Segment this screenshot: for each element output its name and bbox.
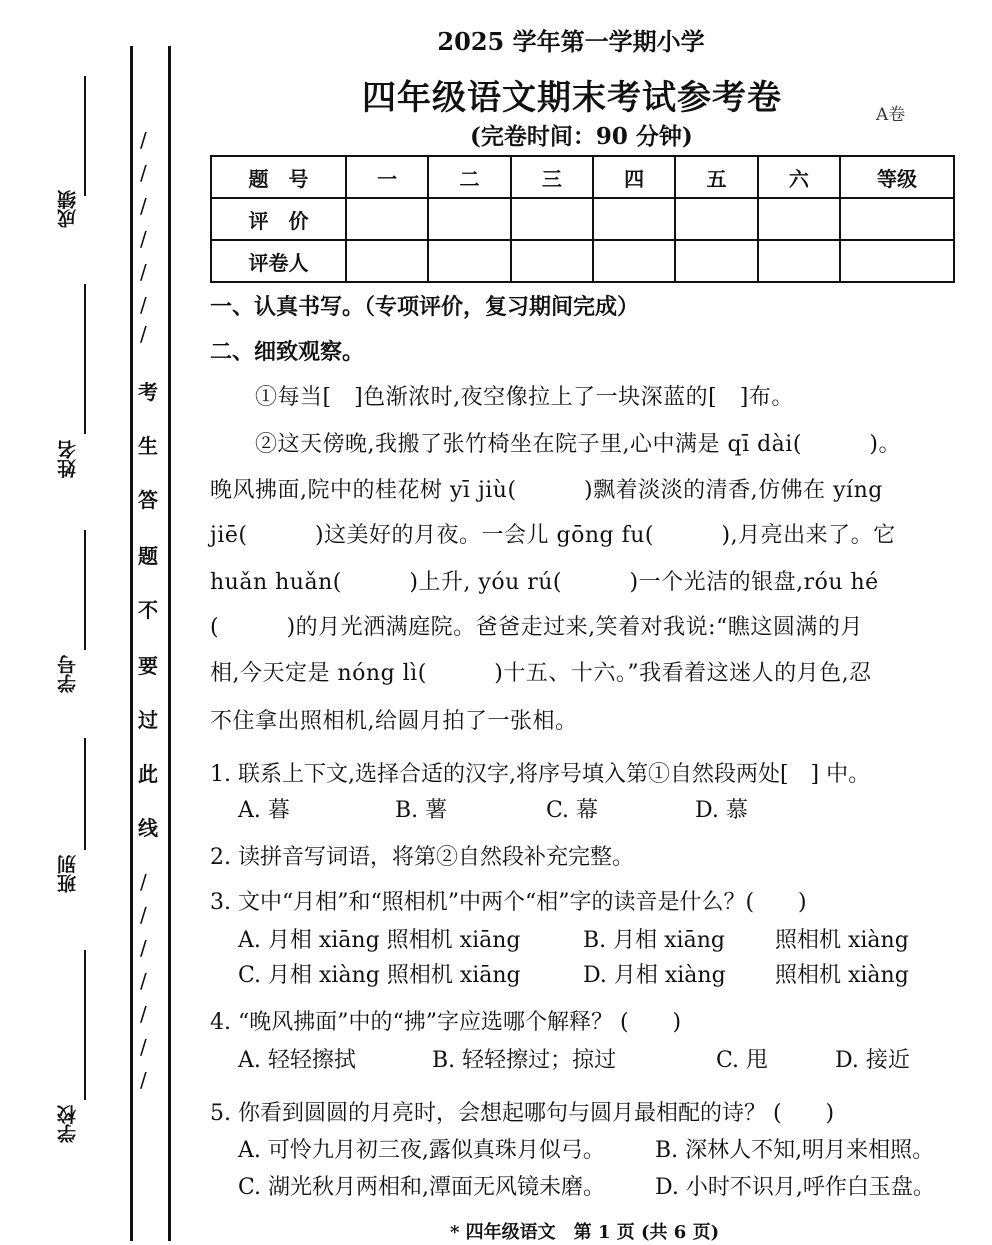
grader-cell[interactable]: [346, 240, 428, 282]
q3-option-c[interactable]: C. 月相 xiàng 照相机 xiāng: [238, 963, 521, 988]
grader-cell[interactable]: [758, 240, 840, 282]
q4-option-a[interactable]: A. 轻轻擦拭: [238, 1048, 356, 1073]
q5-option-b[interactable]: B. 深林人不知,明月来相照。: [655, 1138, 935, 1163]
slash-mark: /: [140, 227, 147, 251]
label-school: 学校: [57, 1105, 79, 1143]
version-label: A卷: [876, 105, 906, 125]
q3-option-d[interactable]: D. 月相 xiàng: [583, 963, 726, 988]
slash-mark: /: [140, 903, 147, 927]
page-title: 四年级语文期末考试参考卷: [362, 78, 782, 118]
blank-student-id: [84, 530, 86, 650]
score-cell[interactable]: [758, 198, 840, 240]
section-1-heading: 一、认真书写。（专项评价，复习期间完成）: [210, 295, 640, 320]
q5-option-c[interactable]: C. 湖光秋月两相和,潭面无风镜未磨。: [238, 1175, 606, 1200]
exam-duration: (完卷时间：90 分钟): [470, 123, 693, 150]
grader-cell[interactable]: [840, 240, 954, 282]
passage-paragraph-1: ①每当[ ]色渐浓时,夜空像拉上了一块深蓝的[ ]布。: [255, 385, 794, 410]
question-4: 4. “晚风拂面”中的“拂”字应选哪个解释？ ( ): [210, 1010, 682, 1035]
column-header: 六: [758, 156, 840, 198]
column-header: 三: [511, 156, 593, 198]
table-row: [211, 240, 954, 282]
section-2-heading: 二、细致观察。: [210, 340, 365, 365]
passage-line: ( )的月光洒满庭院。爸爸走过来,笑着对我说:“瞧这圆满的月: [210, 615, 863, 640]
score-cell[interactable]: [511, 198, 593, 240]
row-header: 评卷人: [211, 240, 346, 282]
passage-line: 不住拿出照相机,给圆月拍了一张相。: [210, 709, 578, 734]
slash-mark: /: [140, 1002, 147, 1026]
score-cell[interactable]: [675, 198, 757, 240]
score-cell[interactable]: [840, 198, 954, 240]
slash-mark: /: [140, 322, 147, 346]
blank-name: [84, 284, 86, 434]
question-2: 2. 读拼音写词语，将第②自然段补充完整。: [210, 845, 634, 870]
row-header: 题 号: [211, 156, 346, 198]
warning-char: 生: [138, 434, 158, 458]
question-3: 3. 文中“月相”和“照相机”中两个“相”字的读音是什么？( ): [210, 890, 807, 915]
passage-line: huǎn huǎn( )上升, yóu rú( )一个光洁的银盘,róu hé: [210, 570, 879, 595]
slash-mark: /: [140, 870, 147, 894]
q5-option-d[interactable]: D. 小时不识月,呼作白玉盘。: [655, 1175, 935, 1200]
warning-char: 此: [138, 762, 158, 786]
slash-mark: /: [140, 260, 147, 284]
table-row: [211, 156, 954, 198]
q4-option-d[interactable]: D. 接近: [835, 1048, 910, 1073]
slash-mark: /: [140, 1035, 147, 1059]
slash-mark: /: [140, 128, 147, 152]
score-cell[interactable]: [346, 198, 428, 240]
warning-char: 答: [138, 488, 158, 512]
row-header: 评 价: [211, 198, 346, 240]
q3-option-a[interactable]: A. 月相 xiāng 照相机 xiāng: [238, 928, 521, 953]
warning-char: 要: [138, 654, 158, 678]
label-class: 班别: [57, 855, 79, 893]
grader-cell[interactable]: [511, 240, 593, 282]
column-header: 五: [675, 156, 757, 198]
passage-line: ②这天傍晚,我搬了张竹椅坐在院子里,心中满是 qī dài( )。: [255, 432, 901, 457]
label-student-id: 学号: [57, 655, 79, 693]
q1-option-c[interactable]: C. 幕: [546, 798, 599, 823]
passage-line: jiē( )这美好的月夜。一会儿 gōng fu( ),月亮出来了。它: [210, 523, 896, 548]
question-1: 1. 联系上下文,选择合适的汉字,将序号填入第①自然段两处[ ] 中。: [210, 762, 871, 787]
passage-line: 相,今天定是 nóng lì( )十五、十六。”我看着这迷人的月色,忍: [210, 661, 872, 686]
label-name: 姓名: [57, 440, 79, 478]
q4-option-b[interactable]: B. 轻轻擦过；掠过: [432, 1048, 617, 1073]
warning-char: 考: [138, 380, 158, 404]
binding-line-left: [130, 46, 133, 1241]
grader-cell[interactable]: [675, 240, 757, 282]
page-footer: * 四年级语文 第 1 页 (共 6 页): [450, 1222, 720, 1243]
question-5: 5. 你看到圆圆的月亮时，会想起哪句与圆月最相配的诗？ ( ): [210, 1101, 835, 1126]
score-table: [210, 155, 955, 283]
slash-mark: /: [140, 161, 147, 185]
warning-char: 不: [138, 598, 158, 622]
grader-cell[interactable]: [428, 240, 510, 282]
score-cell[interactable]: [428, 198, 510, 240]
slash-mark: /: [140, 293, 147, 317]
q3-option-b-second: 照相机 xiàng: [775, 928, 909, 953]
slash-mark: /: [140, 194, 147, 218]
q3-option-b[interactable]: B. 月相 xiāng: [583, 928, 725, 953]
column-header: 一: [346, 156, 428, 198]
q1-option-b[interactable]: B. 薯: [395, 798, 448, 823]
binding-line-right: [168, 46, 171, 1241]
blank-score: [84, 76, 86, 196]
blank-school: [84, 950, 86, 1100]
q4-option-c[interactable]: C. 甩: [716, 1048, 769, 1073]
slash-mark: /: [140, 969, 147, 993]
slash-mark: /: [140, 936, 147, 960]
slash-mark: /: [140, 1068, 147, 1092]
passage-line: 晚风拂面,院中的桂花树 yī jiù( )飘着淡淡的清香,仿佛在 yíng: [210, 478, 883, 503]
column-header: 二: [428, 156, 510, 198]
q5-option-a[interactable]: A. 可怜九月初三夜,露似真珠月似弓。: [238, 1138, 605, 1163]
semester-title: 2025 学年第一学期小学: [437, 27, 705, 56]
warning-char: 过: [138, 708, 158, 732]
warning-char: 线: [138, 816, 158, 840]
table-row: [211, 198, 954, 240]
grader-cell[interactable]: [593, 240, 675, 282]
blank-class: [84, 738, 86, 850]
score-cell[interactable]: [593, 198, 675, 240]
warning-char: 题: [138, 544, 158, 568]
q3-option-d-second: 照相机 xiàng: [775, 963, 909, 988]
q1-option-d[interactable]: D. 慕: [695, 798, 748, 823]
column-header: 等级: [840, 156, 954, 198]
q1-option-a[interactable]: A. 暮: [238, 798, 290, 823]
label-score: 成绩: [57, 190, 79, 228]
column-header: 四: [593, 156, 675, 198]
